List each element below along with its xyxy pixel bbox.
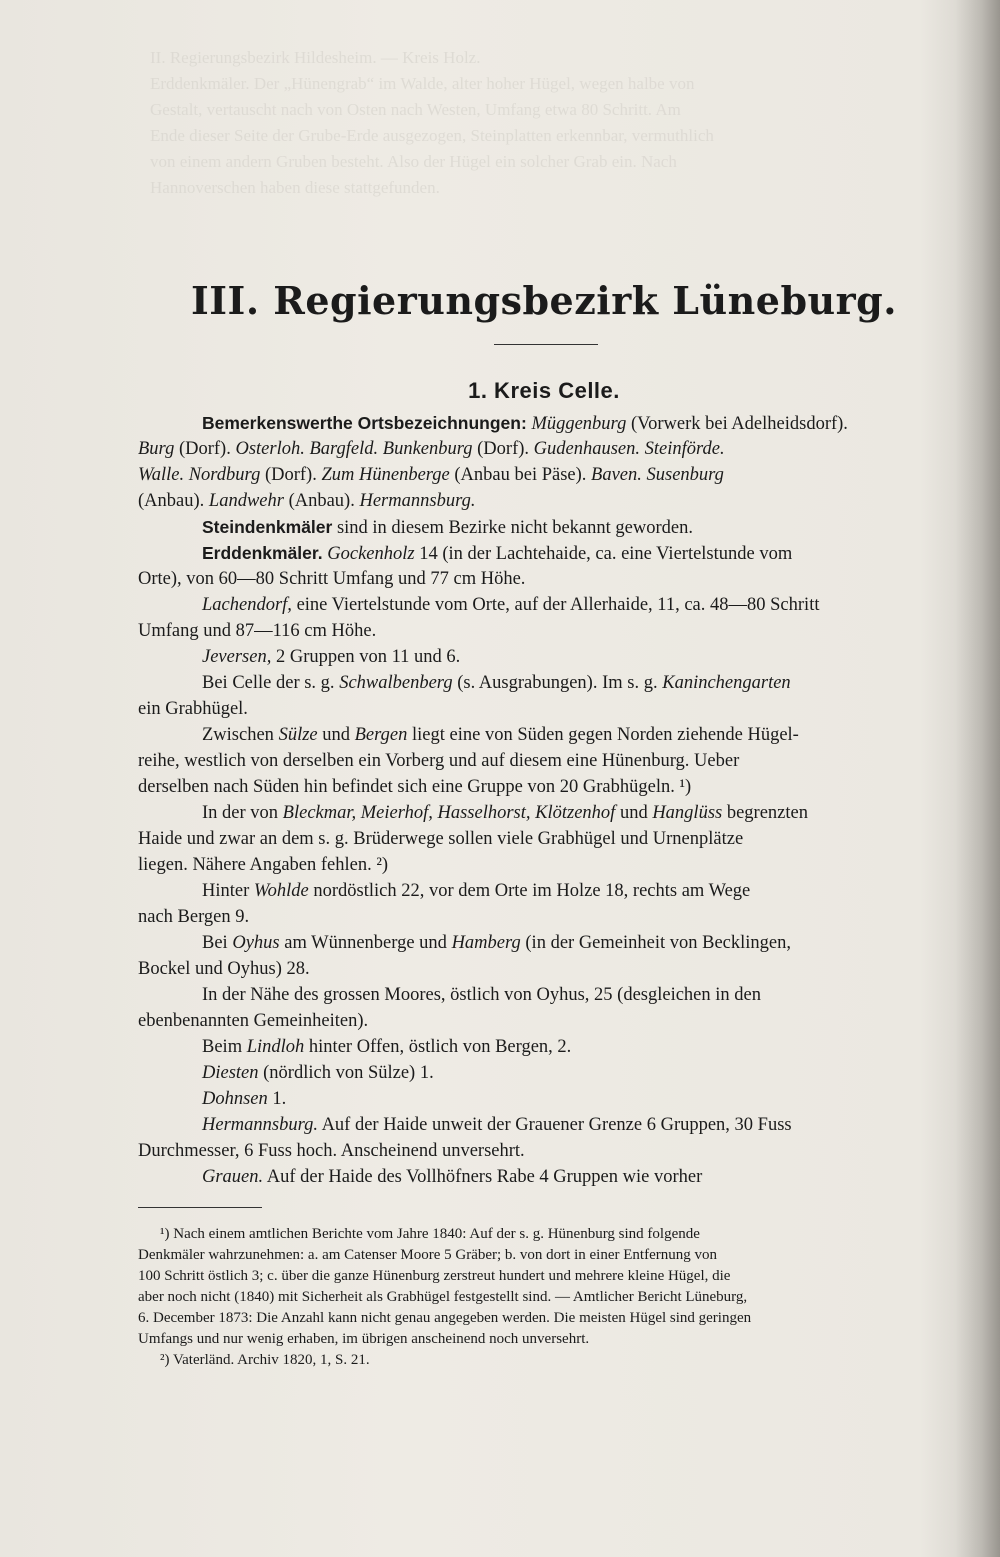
italic-place-name: Kaninchengarten	[662, 673, 791, 693]
text-run: 1.	[267, 1089, 287, 1109]
text-run: eine Viertelstunde vom Orte, auf der Allerhaide, 11, ca. 48—80 Schritt	[291, 595, 820, 615]
text-run: (nördlich von Sülze) 1.	[258, 1063, 434, 1083]
footnote-line: 6. December 1873: Die Anzahl kann nicht genau angegeben werden. Die meisten Hügel sind geringen	[138, 1310, 752, 1326]
text-run: Bei	[202, 933, 233, 953]
text-run: (Anbau bei Päse).	[449, 465, 592, 485]
text-line	[138, 488, 950, 514]
italic-place-name: Diesten	[202, 1063, 259, 1083]
show-through-line: Gestalt, vertauscht nach von Osten nach Westen, Umfang etwa 80 Schritt. Am	[150, 100, 681, 119]
italic-place-name: Walle. Nordburg	[138, 465, 261, 485]
text-line	[138, 722, 950, 748]
text-run: (Vorwerk bei Adelheidsdorf).	[626, 414, 848, 434]
text-line	[138, 410, 950, 436]
text-run: ein Grabhügel.	[138, 699, 248, 719]
text-run: Durchmesser, 6 Fuss hoch. Anscheinend unversehrt.	[138, 1141, 525, 1161]
italic-place-name: Zum Hünenberge	[321, 465, 450, 485]
footnote-line: ¹) Nach einem amtlichen Berichte vom Jahre 1840: Auf der s. g. Hünenburg sind folgende	[160, 1226, 700, 1242]
italic-place-name: Burg	[138, 439, 175, 459]
text-line	[138, 930, 950, 956]
text-run: 14 (in der Lachtehaide, ca. eine Viertelstunde vom	[414, 544, 793, 564]
text-run: (Dorf).	[472, 439, 534, 459]
section-title: 1. Kreis Celle.	[468, 378, 620, 403]
footnotes	[138, 1224, 950, 1371]
footnote-line: aber noch nicht (1840) mit Sicherheit als Grabhügel festgestellt sind. — Amtlicher Bericht Lüneburg,	[138, 1289, 748, 1305]
text-run: Zwischen	[202, 725, 279, 745]
text-run: Bockel und Oyhus) 28.	[138, 959, 310, 979]
footnote-line: ²) Vaterländ. Archiv 1820, 1, S. 21.	[160, 1352, 370, 1368]
italic-place-name: Grauen.	[202, 1167, 264, 1187]
run-in-heading: Bemerkenswerthe Ortsbezeichnungen:	[202, 413, 527, 433]
show-through-line: Ende dieser Seite der Grube-Erde ausgezogen, Steinplatten erkennbar, vermuthlich	[150, 126, 714, 145]
text-run: hinter Offen, östlich von Bergen, 2.	[304, 1037, 572, 1057]
text-line	[138, 1060, 950, 1086]
text-line	[138, 800, 950, 826]
show-through-line: Hannoverschen haben diese stattgefunden.	[150, 178, 440, 197]
text-line	[138, 956, 950, 982]
text-run: Hinter	[202, 881, 254, 901]
italic-place-name: Oyhus	[232, 933, 280, 953]
text-run: Beim	[202, 1037, 247, 1057]
italic-place-name: Hanglüss	[652, 803, 723, 823]
show-through-line: von einem andern Gruben besteht. Also der Hügel ein solcher Grab ein. Nach	[150, 152, 677, 171]
text-run: und	[317, 725, 355, 745]
footnote-line: 100 Schritt östlich 3; c. über die ganze Hünenburg zerstreut hundert und mehrere kleine Hügel, die	[138, 1268, 731, 1284]
text-run: Umfang und 87—116 cm Höhe.	[138, 621, 377, 641]
italic-place-name: Baven. Susenburg	[591, 465, 724, 485]
text-run: liegt eine von Süden gegen Norden ziehende Hügel-	[407, 725, 799, 745]
text-run: In der von	[202, 803, 283, 823]
text-line	[138, 566, 950, 592]
text-line	[138, 670, 950, 696]
text-line	[138, 540, 950, 566]
text-line	[138, 1008, 950, 1034]
text-run: nach Bergen 9.	[138, 907, 250, 927]
text-line	[138, 1164, 950, 1190]
text-run: Haide und zwar an dem s. g. Brüderwege sollen viele Grabhügel und Urnenplätze	[138, 829, 744, 849]
text-run: sind in diesem Bezirke nicht bekannt geworden.	[332, 518, 693, 538]
text-run: (s. Ausgrabungen). Im s. g.	[452, 673, 663, 693]
italic-place-name: Müggenburg	[531, 414, 627, 434]
italic-place-name: Sülze	[278, 725, 318, 745]
text-line	[138, 436, 950, 462]
text-line	[138, 1112, 950, 1138]
text-line	[138, 696, 950, 722]
text-run: reihe, westlich von derselben ein Vorberg und auf diesem eine Hünenburg. Ueber	[138, 751, 740, 771]
italic-place-name: Landwehr	[208, 491, 284, 511]
text-run: am Wünnenberge und	[279, 933, 452, 953]
text-line	[138, 904, 950, 930]
italic-place-name: Gockenholz	[327, 544, 415, 564]
text-run: (in der Gemeinheit von Becklingen,	[520, 933, 791, 953]
italic-place-name: Gudenhausen. Steinförde.	[533, 439, 725, 459]
text-line	[138, 1034, 950, 1060]
italic-place-name: Hermannsburg.	[202, 1115, 318, 1135]
text-line	[138, 1086, 950, 1112]
italic-place-name: Lindloh	[246, 1037, 305, 1057]
text-run: In der Nähe des grossen Moores, östlich von Oyhus, 25 (desgleichen in den	[202, 985, 761, 1005]
text-line	[138, 592, 950, 618]
text-run: derselben nach Süden hin befindet sich eine Gruppe von 20 Grabhügeln. ¹)	[138, 777, 692, 797]
text-run: 2 Gruppen von 11 und 6.	[271, 647, 461, 667]
title-divider	[494, 344, 598, 345]
text-run: Bei Celle der s. g.	[202, 673, 340, 693]
text-run: liegen. Nähere Angaben fehlen. ²)	[138, 855, 389, 875]
show-through-line: II. Regierungsbezirk Hildesheim. — Kreis Holz.	[150, 48, 481, 67]
show-through-text	[150, 45, 950, 201]
italic-place-name: Bleckmar, Meierhof, Hasselhorst, Klötzenhof	[282, 803, 616, 823]
text-run: Auf der Haide des Vollhöfners Rabe 4 Gruppen wie vorher	[263, 1167, 703, 1187]
text-line	[138, 878, 950, 904]
text-run: (Dorf).	[174, 439, 236, 459]
italic-place-name: Lachendorf,	[202, 595, 292, 615]
italic-place-name: Schwalbenberg	[339, 673, 453, 693]
text-line	[138, 826, 950, 852]
text-run: (Dorf).	[260, 465, 322, 485]
text-line	[138, 982, 950, 1008]
footnote-divider	[138, 1207, 262, 1208]
text-run: nordöstlich 22, vor dem Orte im Holze 18, rechts am Wege	[308, 881, 751, 901]
italic-place-name: Bergen	[354, 725, 408, 745]
text-line	[138, 1138, 950, 1164]
text-run: Auf der Haide unweit der Grauener Grenze 6 Gruppen, 30 Fuss	[317, 1115, 792, 1135]
text-run: (Anbau).	[138, 491, 209, 511]
italic-place-name: Hermannsburg.	[359, 491, 476, 511]
text-line	[138, 462, 950, 488]
italic-place-name: Dohnsen	[202, 1089, 268, 1109]
text-run: begrenzten	[722, 803, 808, 823]
binding-shadow	[955, 0, 1000, 1557]
run-in-heading: Erddenkmäler.	[202, 543, 323, 563]
chapter-title: III. Regierungsbezirk Lüneburg.	[191, 278, 897, 323]
italic-place-name: Jeversen,	[202, 647, 272, 667]
footnote-line: Denkmäler wahrzunehmen: a. am Catenser Moore 5 Gräber; b. von dort in einer Entfernung von	[138, 1247, 717, 1263]
footnote-line: Umfangs und nur wenig erhaben, im übrigen anscheinend noch unversehrt.	[138, 1331, 590, 1347]
show-through-line: Erddenkmäler. Der „Hünengrab“ im Walde, alter hoher Hügel, wegen halbe von	[150, 74, 695, 93]
text-line	[138, 852, 950, 878]
text-run: ebenbenannten Gemeinheiten).	[138, 1011, 369, 1031]
text-run: Orte), von 60—80 Schritt Umfang und 77 cm Höhe.	[138, 569, 526, 589]
italic-place-name: Wohlde	[253, 881, 309, 901]
text-line	[138, 514, 950, 540]
text-line	[138, 644, 950, 670]
text-line	[138, 774, 950, 800]
body-text	[138, 410, 950, 1190]
text-line	[138, 618, 950, 644]
italic-place-name: Osterloh. Bargfeld. Bunkenburg	[235, 439, 473, 459]
run-in-heading: Steindenkmäler	[202, 517, 333, 537]
text-run: und	[615, 803, 653, 823]
text-line	[138, 748, 950, 774]
italic-place-name: Hamberg	[451, 933, 521, 953]
text-run: (Anbau).	[283, 491, 360, 511]
